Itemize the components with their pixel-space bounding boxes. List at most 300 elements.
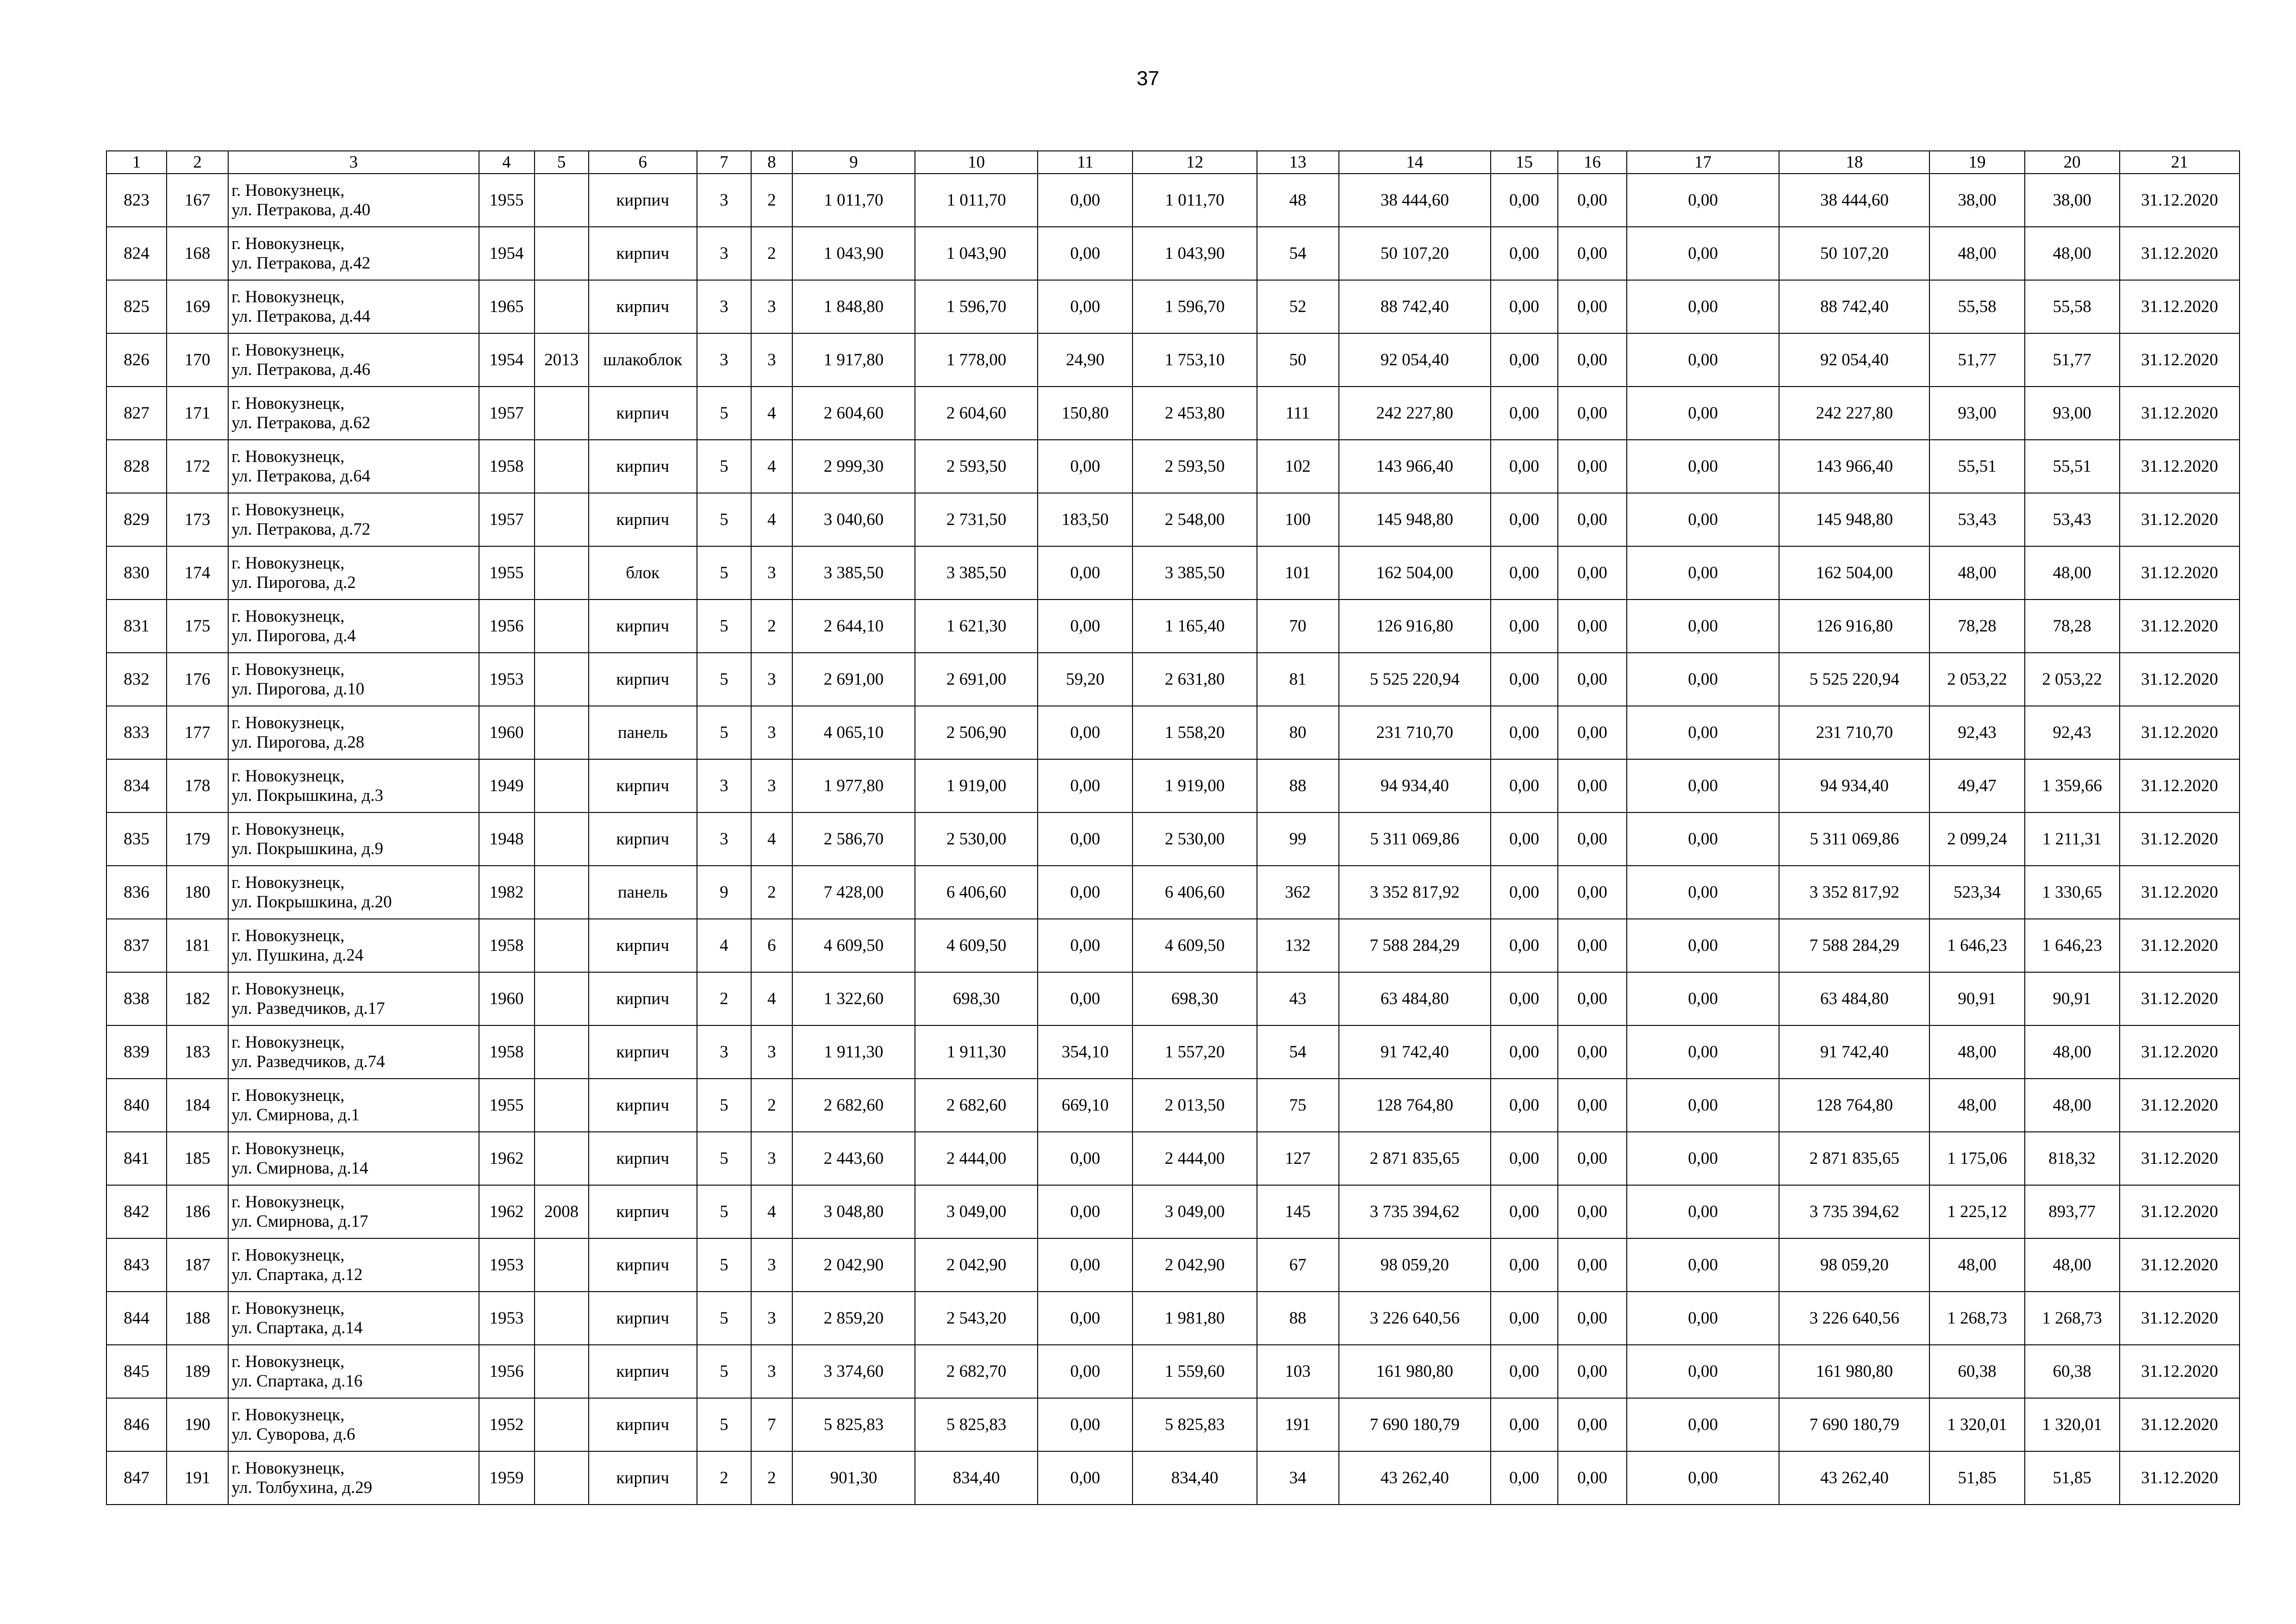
address-cell	[228, 1132, 479, 1185]
area-col-12-cell: 2 013,50	[1132, 1079, 1257, 1132]
table-row	[106, 174, 2240, 227]
overhaul-year-cell	[535, 440, 589, 493]
table-row	[106, 1025, 2240, 1079]
column-number: 5	[535, 151, 589, 174]
cost-col-18-cell: 7 588 284,29	[1779, 919, 1929, 972]
area-col-10-cell: 1 919,00	[915, 759, 1038, 812]
cost-col-18-cell: 5 311 069,86	[1779, 812, 1929, 866]
cost-total-cell: 128 764,80	[1339, 1079, 1491, 1132]
cost-col-17-cell: 0,00	[1627, 333, 1779, 387]
object-number-cell: 189	[167, 1345, 228, 1398]
floor-count-cell: 5	[697, 387, 751, 440]
address-city: г. Новокузнецк,	[231, 1032, 345, 1052]
cost-col-16-cell: 0,00	[1558, 759, 1627, 812]
wall-material-cell: кирпич	[589, 387, 697, 440]
area-col-12-cell: 834,40	[1132, 1451, 1257, 1505]
overhaul-year-cell	[535, 1398, 589, 1451]
floor-count-cell: 5	[697, 1292, 751, 1345]
cost-per-unit-19-cell: 2 099,24	[1929, 812, 2024, 866]
cost-per-unit-20-cell: 90,91	[2025, 972, 2120, 1025]
construction-year-cell: 1948	[479, 812, 535, 866]
floor-count-cell: 5	[697, 653, 751, 706]
cost-col-15-cell: 0,00	[1491, 706, 1558, 759]
cost-per-unit-19-cell: 78,28	[1929, 600, 2024, 653]
completion-date-cell: 31.12.2020	[2120, 1451, 2240, 1505]
completion-date-cell: 31.12.2020	[2120, 387, 2240, 440]
entrance-count-cell: 7	[751, 1398, 792, 1451]
entrance-count-cell: 3	[751, 1292, 792, 1345]
row-number-cell: 841	[106, 1132, 167, 1185]
table-row	[106, 972, 2240, 1025]
cost-col-18-cell: 50 107,20	[1779, 227, 1929, 280]
cost-col-16-cell: 0,00	[1558, 280, 1627, 333]
area-col-11-cell: 0,00	[1038, 600, 1132, 653]
wall-material-cell: кирпич	[589, 1292, 697, 1345]
total-area-cell: 2 691,00	[792, 653, 915, 706]
address-cell	[228, 1079, 479, 1132]
address-cell	[228, 1185, 479, 1238]
residents-count-cell: 43	[1257, 972, 1339, 1025]
construction-year-cell: 1954	[479, 333, 535, 387]
total-area-cell: 1 917,80	[792, 333, 915, 387]
residents-count-cell: 145	[1257, 1185, 1339, 1238]
row-number-cell: 840	[106, 1079, 167, 1132]
total-area-cell: 2 682,60	[792, 1079, 915, 1132]
row-number-cell: 843	[106, 1238, 167, 1292]
construction-year-cell: 1953	[479, 1238, 535, 1292]
cost-total-cell: 7 588 284,29	[1339, 919, 1491, 972]
completion-date-cell: 31.12.2020	[2120, 174, 2240, 227]
area-col-12-cell: 1 596,70	[1132, 280, 1257, 333]
entrance-count-cell: 3	[751, 653, 792, 706]
residents-count-cell: 50	[1257, 333, 1339, 387]
construction-year-cell: 1954	[479, 227, 535, 280]
address-cell	[228, 387, 479, 440]
row-number-cell: 833	[106, 706, 167, 759]
object-number-cell: 184	[167, 1079, 228, 1132]
address-city: г. Новокузнецк,	[231, 340, 345, 360]
area-col-10-cell: 4 609,50	[915, 919, 1038, 972]
address-city: г. Новокузнецк,	[231, 1352, 345, 1371]
residents-count-cell: 100	[1257, 493, 1339, 546]
overhaul-year-cell	[535, 866, 589, 919]
wall-material-cell: кирпич	[589, 1132, 697, 1185]
cost-per-unit-19-cell: 51,77	[1929, 333, 2024, 387]
table-row	[106, 1451, 2240, 1505]
address-city: г. Новокузнецк,	[231, 447, 345, 466]
object-number-cell: 187	[167, 1238, 228, 1292]
object-number-cell: 180	[167, 866, 228, 919]
total-area-cell: 2 586,70	[792, 812, 915, 866]
cost-col-18-cell: 231 710,70	[1779, 706, 1929, 759]
row-number-cell: 835	[106, 812, 167, 866]
construction-year-cell: 1957	[479, 493, 535, 546]
cost-per-unit-19-cell: 51,85	[1929, 1451, 2024, 1505]
cost-per-unit-19-cell: 90,91	[1929, 972, 2024, 1025]
table-row	[106, 440, 2240, 493]
cost-col-18-cell: 43 262,40	[1779, 1451, 1929, 1505]
address-city: г. Новокузнецк,	[231, 979, 345, 999]
cost-total-cell: 162 504,00	[1339, 546, 1491, 600]
area-col-10-cell: 2 543,20	[915, 1292, 1038, 1345]
entrance-count-cell: 2	[751, 1451, 792, 1505]
wall-material-cell: кирпич	[589, 1025, 697, 1079]
entrance-count-cell: 4	[751, 812, 792, 866]
total-area-cell: 2 999,30	[792, 440, 915, 493]
row-number-cell: 834	[106, 759, 167, 812]
total-area-cell: 2 443,60	[792, 1132, 915, 1185]
table-row	[106, 866, 2240, 919]
residents-count-cell: 54	[1257, 1025, 1339, 1079]
cost-per-unit-19-cell: 48,00	[1929, 1238, 2024, 1292]
overhaul-year-cell	[535, 174, 589, 227]
entrance-count-cell: 3	[751, 1238, 792, 1292]
wall-material-cell: кирпич	[589, 812, 697, 866]
residents-count-cell: 111	[1257, 387, 1339, 440]
cost-col-17-cell: 0,00	[1627, 600, 1779, 653]
cost-col-15-cell: 0,00	[1491, 653, 1558, 706]
area-col-10-cell: 3 049,00	[915, 1185, 1038, 1238]
address-city: г. Новокузнецк,	[231, 926, 345, 945]
entrance-count-cell: 3	[751, 1345, 792, 1398]
row-number-cell: 846	[106, 1398, 167, 1451]
cost-total-cell: 94 934,40	[1339, 759, 1491, 812]
area-col-11-cell: 0,00	[1038, 546, 1132, 600]
row-number-cell: 826	[106, 333, 167, 387]
address-street: ул. Петракова, д.62	[231, 413, 371, 432]
area-col-12-cell: 1 558,20	[1132, 706, 1257, 759]
wall-material-cell: кирпич	[589, 919, 697, 972]
cost-col-18-cell: 126 916,80	[1779, 600, 1929, 653]
wall-material-cell: кирпич	[589, 1079, 697, 1132]
area-col-12-cell: 2 444,00	[1132, 1132, 1257, 1185]
floor-count-cell: 5	[697, 1398, 751, 1451]
cost-col-18-cell: 2 871 835,65	[1779, 1132, 1929, 1185]
residents-count-cell: 88	[1257, 1292, 1339, 1345]
cost-per-unit-19-cell: 49,47	[1929, 759, 2024, 812]
floor-count-cell: 2	[697, 972, 751, 1025]
wall-material-cell: кирпич	[589, 1185, 697, 1238]
entrance-count-cell: 6	[751, 919, 792, 972]
row-number-cell: 838	[106, 972, 167, 1025]
area-col-11-cell: 24,90	[1038, 333, 1132, 387]
floor-count-cell: 5	[697, 1132, 751, 1185]
wall-material-cell: кирпич	[589, 493, 697, 546]
address-cell	[228, 706, 479, 759]
cost-col-17-cell: 0,00	[1627, 653, 1779, 706]
overhaul-year-cell	[535, 546, 589, 600]
column-number: 9	[792, 151, 915, 174]
entrance-count-cell: 2	[751, 174, 792, 227]
floor-count-cell: 3	[697, 759, 751, 812]
cost-col-18-cell: 92 054,40	[1779, 333, 1929, 387]
cost-col-16-cell: 0,00	[1558, 812, 1627, 866]
address-cell	[228, 1345, 479, 1398]
cost-per-unit-19-cell: 48,00	[1929, 1079, 2024, 1132]
area-col-12-cell: 6 406,60	[1132, 866, 1257, 919]
floor-count-cell: 3	[697, 280, 751, 333]
cost-total-cell: 63 484,80	[1339, 972, 1491, 1025]
completion-date-cell: 31.12.2020	[2120, 972, 2240, 1025]
column-number: 14	[1339, 151, 1491, 174]
overhaul-year-cell	[535, 600, 589, 653]
object-number-cell: 183	[167, 1025, 228, 1079]
address-street: ул. Смирнова, д.14	[231, 1158, 368, 1178]
entrance-count-cell: 3	[751, 546, 792, 600]
cost-col-16-cell: 0,00	[1558, 174, 1627, 227]
area-col-12-cell: 1 011,70	[1132, 174, 1257, 227]
area-col-11-cell: 0,00	[1038, 1185, 1132, 1238]
overhaul-year-cell	[535, 1345, 589, 1398]
overhaul-year-cell	[535, 972, 589, 1025]
cost-col-15-cell: 0,00	[1491, 600, 1558, 653]
cost-col-16-cell: 0,00	[1558, 1292, 1627, 1345]
cost-col-15-cell: 0,00	[1491, 1292, 1558, 1345]
wall-material-cell: кирпич	[589, 174, 697, 227]
area-col-12-cell: 2 453,80	[1132, 387, 1257, 440]
completion-date-cell: 31.12.2020	[2120, 1132, 2240, 1185]
area-col-12-cell: 1 753,10	[1132, 333, 1257, 387]
address-cell	[228, 759, 479, 812]
completion-date-cell: 31.12.2020	[2120, 1185, 2240, 1238]
table-row	[106, 812, 2240, 866]
total-area-cell: 3 385,50	[792, 546, 915, 600]
cost-total-cell: 43 262,40	[1339, 1451, 1491, 1505]
overhaul-year-cell	[535, 1079, 589, 1132]
entrance-count-cell: 2	[751, 1079, 792, 1132]
cost-col-16-cell: 0,00	[1558, 493, 1627, 546]
cost-per-unit-19-cell: 48,00	[1929, 227, 2024, 280]
cost-per-unit-19-cell: 55,51	[1929, 440, 2024, 493]
cost-col-18-cell: 91 742,40	[1779, 1025, 1929, 1079]
area-col-12-cell: 5 825,83	[1132, 1398, 1257, 1451]
wall-material-cell: кирпич	[589, 1398, 697, 1451]
cost-per-unit-19-cell: 60,38	[1929, 1345, 2024, 1398]
wall-material-cell: кирпич	[589, 653, 697, 706]
cost-per-unit-19-cell: 53,43	[1929, 493, 2024, 546]
cost-col-17-cell: 0,00	[1627, 280, 1779, 333]
wall-material-cell: кирпич	[589, 759, 697, 812]
page-number: 37	[1137, 67, 1159, 90]
overhaul-year-cell	[535, 1451, 589, 1505]
cost-col-15-cell: 0,00	[1491, 1185, 1558, 1238]
address-street: ул. Пушкина, д.24	[231, 945, 364, 965]
area-col-11-cell: 183,50	[1038, 493, 1132, 546]
table-row	[106, 280, 2240, 333]
row-number-cell: 825	[106, 280, 167, 333]
overhaul-year-cell	[535, 1132, 589, 1185]
cost-col-15-cell: 0,00	[1491, 919, 1558, 972]
row-number-cell: 831	[106, 600, 167, 653]
residents-count-cell: 34	[1257, 1451, 1339, 1505]
cost-per-unit-19-cell: 92,43	[1929, 706, 2024, 759]
cost-per-unit-20-cell: 1 359,66	[2025, 759, 2120, 812]
address-street: ул. Петракова, д.40	[231, 200, 371, 219]
floor-count-cell: 5	[697, 440, 751, 493]
address-cell	[228, 812, 479, 866]
cost-col-16-cell: 0,00	[1558, 600, 1627, 653]
residents-count-cell: 88	[1257, 759, 1339, 812]
cost-col-18-cell: 38 444,60	[1779, 174, 1929, 227]
cost-col-17-cell: 0,00	[1627, 1185, 1779, 1238]
table-row	[106, 1185, 2240, 1238]
residents-count-cell: 101	[1257, 546, 1339, 600]
cost-per-unit-20-cell: 48,00	[2025, 1079, 2120, 1132]
residents-count-cell: 103	[1257, 1345, 1339, 1398]
column-number: 19	[1929, 151, 2024, 174]
row-number-cell: 830	[106, 546, 167, 600]
cost-per-unit-19-cell: 55,58	[1929, 280, 2024, 333]
wall-material-cell: кирпич	[589, 1345, 697, 1398]
address-city: г. Новокузнецк,	[231, 500, 345, 519]
residents-count-cell: 99	[1257, 812, 1339, 866]
column-number: 3	[228, 151, 479, 174]
column-number: 13	[1257, 151, 1339, 174]
area-col-10-cell: 2 682,70	[915, 1345, 1038, 1398]
row-number-cell: 845	[106, 1345, 167, 1398]
area-col-11-cell: 0,00	[1038, 706, 1132, 759]
address-cell	[228, 493, 479, 546]
address-city: г. Новокузнецк,	[231, 1245, 345, 1265]
cost-total-cell: 7 690 180,79	[1339, 1398, 1491, 1451]
construction-year-cell: 1959	[479, 1451, 535, 1505]
residents-count-cell: 54	[1257, 227, 1339, 280]
overhaul-year-cell	[535, 759, 589, 812]
total-area-cell: 901,30	[792, 1451, 915, 1505]
entrance-count-cell: 3	[751, 759, 792, 812]
floor-count-cell: 5	[697, 706, 751, 759]
area-col-10-cell: 2 530,00	[915, 812, 1038, 866]
cost-col-17-cell: 0,00	[1627, 546, 1779, 600]
area-col-12-cell: 2 631,80	[1132, 653, 1257, 706]
column-number: 4	[479, 151, 535, 174]
cost-col-18-cell: 5 525 220,94	[1779, 653, 1929, 706]
address-street: ул. Петракова, д.46	[231, 360, 371, 379]
table-row	[106, 653, 2240, 706]
area-col-11-cell: 0,00	[1038, 1398, 1132, 1451]
floor-count-cell: 2	[697, 1451, 751, 1505]
entrance-count-cell: 2	[751, 227, 792, 280]
construction-year-cell: 1962	[479, 1132, 535, 1185]
cost-col-17-cell: 0,00	[1627, 759, 1779, 812]
total-area-cell: 2 042,90	[792, 1238, 915, 1292]
address-cell	[228, 333, 479, 387]
object-number-cell: 185	[167, 1132, 228, 1185]
object-number-cell: 177	[167, 706, 228, 759]
table-row	[106, 1132, 2240, 1185]
cost-per-unit-19-cell: 1 225,12	[1929, 1185, 2024, 1238]
area-col-11-cell: 0,00	[1038, 972, 1132, 1025]
address-city: г. Новокузнецк,	[231, 713, 345, 732]
table-row	[106, 493, 2240, 546]
cost-per-unit-20-cell: 51,77	[2025, 333, 2120, 387]
cost-total-cell: 5 311 069,86	[1339, 812, 1491, 866]
overhaul-year-cell: 2013	[535, 333, 589, 387]
cost-col-17-cell: 0,00	[1627, 919, 1779, 972]
cost-col-15-cell: 0,00	[1491, 280, 1558, 333]
cost-col-17-cell: 0,00	[1627, 227, 1779, 280]
floor-count-cell: 5	[697, 1079, 751, 1132]
completion-date-cell: 31.12.2020	[2120, 1292, 2240, 1345]
address-city: г. Новокузнецк,	[231, 766, 345, 786]
cost-col-18-cell: 143 966,40	[1779, 440, 1929, 493]
cost-total-cell: 2 871 835,65	[1339, 1132, 1491, 1185]
area-col-10-cell: 2 691,00	[915, 653, 1038, 706]
area-col-10-cell: 2 682,60	[915, 1079, 1038, 1132]
row-number-cell: 829	[106, 493, 167, 546]
total-area-cell: 7 428,00	[792, 866, 915, 919]
address-city: г. Новокузнецк,	[231, 660, 345, 679]
cost-col-17-cell: 0,00	[1627, 706, 1779, 759]
row-number-cell: 836	[106, 866, 167, 919]
residents-count-cell: 67	[1257, 1238, 1339, 1292]
area-col-12-cell: 1 043,90	[1132, 227, 1257, 280]
cost-col-15-cell: 0,00	[1491, 1132, 1558, 1185]
total-area-cell: 2 604,60	[792, 387, 915, 440]
area-col-10-cell: 1 011,70	[915, 174, 1038, 227]
floor-count-cell: 5	[697, 1238, 751, 1292]
cost-total-cell: 126 916,80	[1339, 600, 1491, 653]
area-col-12-cell: 2 530,00	[1132, 812, 1257, 866]
entrance-count-cell: 3	[751, 333, 792, 387]
cost-col-15-cell: 0,00	[1491, 1238, 1558, 1292]
area-col-11-cell: 0,00	[1038, 919, 1132, 972]
table-row	[106, 1345, 2240, 1398]
construction-year-cell: 1949	[479, 759, 535, 812]
cost-col-18-cell: 94 934,40	[1779, 759, 1929, 812]
overhaul-year-cell	[535, 706, 589, 759]
column-number: 12	[1132, 151, 1257, 174]
construction-year-cell: 1960	[479, 706, 535, 759]
cost-per-unit-19-cell: 2 053,22	[1929, 653, 2024, 706]
area-col-11-cell: 0,00	[1038, 866, 1132, 919]
completion-date-cell: 31.12.2020	[2120, 440, 2240, 493]
total-area-cell: 1 043,90	[792, 227, 915, 280]
construction-year-cell: 1953	[479, 653, 535, 706]
cost-per-unit-20-cell: 78,28	[2025, 600, 2120, 653]
total-area-cell: 4 065,10	[792, 706, 915, 759]
area-col-10-cell: 834,40	[915, 1451, 1038, 1505]
column-number: 2	[167, 151, 228, 174]
table-row	[106, 1238, 2240, 1292]
cost-per-unit-20-cell: 818,32	[2025, 1132, 2120, 1185]
total-area-cell: 3 048,80	[792, 1185, 915, 1238]
cost-col-16-cell: 0,00	[1558, 972, 1627, 1025]
area-col-12-cell: 2 548,00	[1132, 493, 1257, 546]
cost-col-16-cell: 0,00	[1558, 227, 1627, 280]
cost-col-17-cell: 0,00	[1627, 440, 1779, 493]
area-col-11-cell: 0,00	[1038, 1292, 1132, 1345]
address-street: ул. Петракова, д.64	[231, 466, 371, 486]
cost-total-cell: 88 742,40	[1339, 280, 1491, 333]
table-row	[106, 919, 2240, 972]
area-col-11-cell: 0,00	[1038, 440, 1132, 493]
area-col-12-cell: 3 049,00	[1132, 1185, 1257, 1238]
wall-material-cell: панель	[589, 706, 697, 759]
table-row	[106, 333, 2240, 387]
address-city: г. Новокузнецк,	[231, 1192, 345, 1212]
wall-material-cell: шлакоблок	[589, 333, 697, 387]
address-street: ул. Пирогова, д.10	[231, 679, 365, 699]
address-city: г. Новокузнецк,	[231, 234, 345, 253]
completion-date-cell: 31.12.2020	[2120, 227, 2240, 280]
object-number-cell: 172	[167, 440, 228, 493]
residents-count-cell: 102	[1257, 440, 1339, 493]
row-number-cell: 842	[106, 1185, 167, 1238]
column-number: 8	[751, 151, 792, 174]
area-col-11-cell: 669,10	[1038, 1079, 1132, 1132]
column-number: 16	[1558, 151, 1627, 174]
